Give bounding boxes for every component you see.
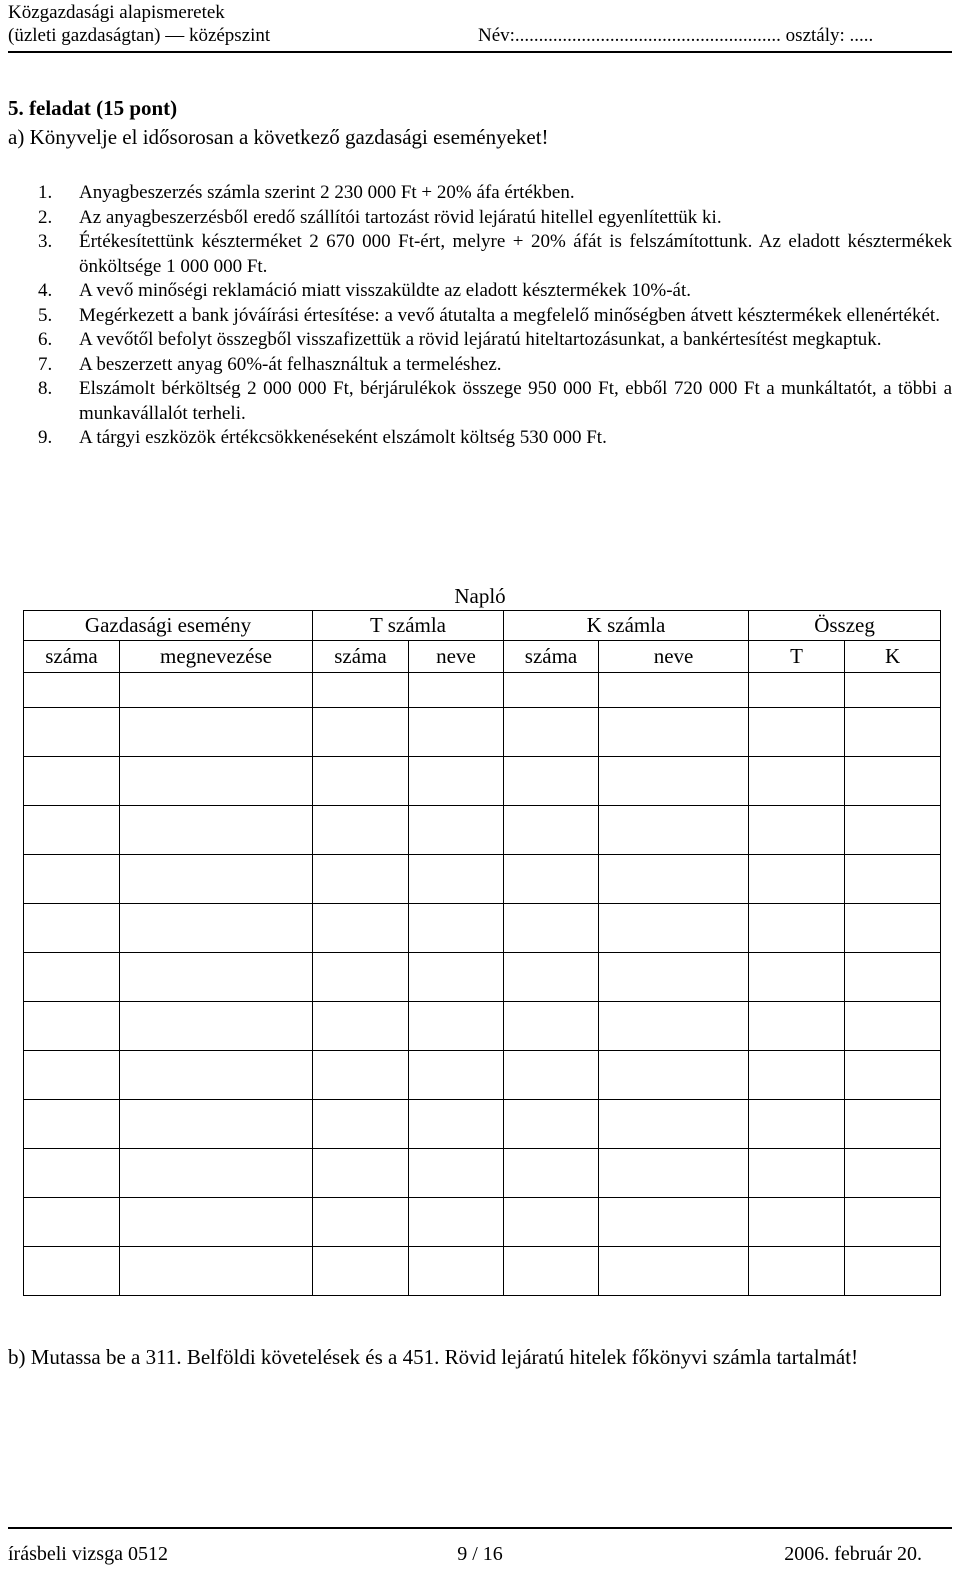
journal-cell[interactable] xyxy=(24,904,120,953)
event-number: 1. xyxy=(38,182,53,203)
header-debit-account: T számla xyxy=(313,611,504,641)
event-number: 7. xyxy=(38,353,53,375)
journal-cell[interactable] xyxy=(845,673,941,708)
journal-cell[interactable] xyxy=(845,1100,941,1149)
journal-cell[interactable] xyxy=(599,806,749,855)
journal-cell[interactable] xyxy=(120,1149,313,1198)
journal-entry-row xyxy=(24,806,941,855)
journal-cell[interactable] xyxy=(845,1198,941,1247)
journal-cell[interactable] xyxy=(504,904,599,953)
task-b-instruction: b) Mutassa be a 311. Belföldi követelések és a 451. Rövid lejáratú hitelek főkönyvi számla tartalmát! xyxy=(8,1345,859,1369)
journal-spacer-row xyxy=(24,673,941,708)
journal-cell[interactable] xyxy=(845,1051,941,1100)
journal-cell[interactable] xyxy=(504,1100,599,1149)
journal-cell[interactable] xyxy=(313,1051,409,1100)
journal-cell[interactable] xyxy=(599,1002,749,1051)
event-text: A vevő minőségi reklamáció miatt visszaküldte az eladott késztermékek 10%-át. xyxy=(79,280,692,301)
journal-cell[interactable] xyxy=(749,708,845,757)
subheader-debit-name: neve xyxy=(409,641,504,673)
journal-title: Napló xyxy=(454,584,506,608)
journal-cell[interactable] xyxy=(409,1051,504,1100)
journal-cell[interactable] xyxy=(504,1051,599,1100)
event-number: 8. xyxy=(38,378,53,399)
journal-cell[interactable] xyxy=(599,673,749,708)
event-number: 2. xyxy=(38,206,53,228)
journal-entry-row xyxy=(24,1198,941,1247)
journal-cell[interactable] xyxy=(409,953,504,1002)
event-text: Értékesítettünk készterméket 2 670 000 Ft-ért, melyre + 20% áfát is felszámítottunk. Az eladott késztermékek önköltsége 1 000 000 Ft. xyxy=(79,231,952,277)
event-item xyxy=(0,230,952,279)
journal-cell[interactable] xyxy=(845,806,941,855)
event-item xyxy=(0,353,952,378)
journal-cell[interactable] xyxy=(749,1051,845,1100)
subheader-event-number: száma xyxy=(24,641,120,673)
event-number: 5. xyxy=(38,304,53,326)
event-number: 3. xyxy=(38,231,53,252)
journal-cell[interactable] xyxy=(24,1002,120,1051)
journal-cell[interactable] xyxy=(845,1247,941,1296)
journal-cell[interactable] xyxy=(24,855,120,904)
event-list xyxy=(0,181,952,451)
event-text: Megérkezett a bank jóváírási értesítése: a vevő átutalta a megfelelő minőségben átvett késztermékek ellenértékét. xyxy=(79,304,940,326)
journal-cell[interactable] xyxy=(313,1247,409,1296)
journal-cell[interactable] xyxy=(504,855,599,904)
journal-cell[interactable] xyxy=(504,673,599,708)
journal-cell[interactable] xyxy=(24,953,120,1002)
journal-entry-row xyxy=(24,1051,941,1100)
journal-cell[interactable] xyxy=(120,1198,313,1247)
header-economic-event: Gazdasági esemény xyxy=(24,611,313,641)
event-number: 4. xyxy=(38,280,53,301)
journal-cell[interactable] xyxy=(599,855,749,904)
event-number: 9. xyxy=(38,427,53,448)
journal-cell[interactable] xyxy=(409,757,504,806)
journal-cell[interactable] xyxy=(24,1149,120,1198)
journal-entry-row xyxy=(24,855,941,904)
journal-cell[interactable] xyxy=(24,1198,120,1247)
journal-cell[interactable] xyxy=(504,953,599,1002)
journal-cell[interactable] xyxy=(845,757,941,806)
journal-cell[interactable] xyxy=(409,708,504,757)
footer-date: 2006. február 20. xyxy=(784,1543,922,1565)
journal-cell[interactable] xyxy=(409,1100,504,1149)
journal-cell[interactable] xyxy=(120,953,313,1002)
journal-cell[interactable] xyxy=(409,806,504,855)
journal-cell[interactable] xyxy=(504,1198,599,1247)
journal-cell[interactable] xyxy=(120,1247,313,1296)
journal-cell[interactable] xyxy=(749,855,845,904)
journal-entry-row xyxy=(24,904,941,953)
event-item xyxy=(0,426,952,451)
journal-cell[interactable] xyxy=(120,1051,313,1100)
journal-cell[interactable] xyxy=(120,1002,313,1051)
event-item xyxy=(0,279,952,304)
event-item xyxy=(0,206,952,231)
journal-entry-row xyxy=(24,757,941,806)
journal-cell[interactable] xyxy=(409,1198,504,1247)
event-text: A tárgyi eszközök értékcsökkenéseként elszámolt költség 530 000 Ft. xyxy=(79,427,607,448)
journal-cell[interactable] xyxy=(409,1002,504,1051)
journal-cell[interactable] xyxy=(504,1002,599,1051)
journal-cell[interactable] xyxy=(504,1149,599,1198)
header-level: (üzleti gazdaságtan) — középszint xyxy=(8,25,271,46)
journal-cell[interactable] xyxy=(313,1100,409,1149)
journal-cell[interactable] xyxy=(599,953,749,1002)
journal-cell[interactable] xyxy=(313,708,409,757)
journal-cell[interactable] xyxy=(599,1149,749,1198)
subheader-amount-credit: K xyxy=(845,641,941,673)
journal-cell[interactable] xyxy=(599,1051,749,1100)
journal-cell[interactable] xyxy=(313,1149,409,1198)
journal-cell[interactable] xyxy=(24,1100,120,1149)
subheader-amount-debit: T xyxy=(749,641,845,673)
journal-cell[interactable] xyxy=(749,673,845,708)
journal-cell[interactable] xyxy=(409,855,504,904)
journal-cell[interactable] xyxy=(749,1149,845,1198)
journal-entry-row xyxy=(24,1002,941,1051)
journal-cell[interactable] xyxy=(409,673,504,708)
journal-cell[interactable] xyxy=(845,953,941,1002)
journal-cell[interactable] xyxy=(24,1051,120,1100)
journal-cell[interactable] xyxy=(749,1247,845,1296)
event-text: Anyagbeszerzés számla szerint 2 230 000 Ft + 20% áfa értékben. xyxy=(79,182,575,203)
journal-table xyxy=(23,610,941,1296)
event-item xyxy=(0,377,952,426)
journal-entry-row xyxy=(24,1247,941,1296)
journal-cell[interactable] xyxy=(120,904,313,953)
journal-cell[interactable] xyxy=(599,904,749,953)
journal-cell[interactable] xyxy=(599,708,749,757)
journal-cell[interactable] xyxy=(24,1247,120,1296)
journal-cell[interactable] xyxy=(749,904,845,953)
journal-cell[interactable] xyxy=(749,1198,845,1247)
journal-cell[interactable] xyxy=(120,855,313,904)
journal-cell[interactable] xyxy=(120,806,313,855)
journal-cell[interactable] xyxy=(120,1100,313,1149)
journal-cell[interactable] xyxy=(24,673,120,708)
task-a-instruction: a) Könyvelje el idősorosan a következő gazdasági eseményeket! xyxy=(8,125,549,149)
footer-divider xyxy=(8,1527,952,1529)
journal-cell[interactable] xyxy=(504,1247,599,1296)
subheader-event-name: megnevezése xyxy=(120,641,313,673)
journal-cell[interactable] xyxy=(599,1198,749,1247)
event-text: Elszámolt bérköltség 2 000 000 Ft, bérjárulékok összege 950 000 Ft, ebből 720 000 Ft a munkáltatót, a többi a munkavállalót terheli. xyxy=(79,378,952,424)
journal-entry-row xyxy=(24,1100,941,1149)
journal-cell[interactable] xyxy=(313,673,409,708)
event-text: Az anyagbeszerzésből eredő szállítói tartozást rövid lejáratú hitellel egyenlítettük ki. xyxy=(79,206,722,228)
header-divider xyxy=(8,51,952,53)
journal-cell[interactable] xyxy=(504,708,599,757)
journal-cell[interactable] xyxy=(24,757,120,806)
subheader-credit-name: neve xyxy=(599,641,749,673)
journal-cell[interactable] xyxy=(313,855,409,904)
journal-cell[interactable] xyxy=(313,904,409,953)
journal-cell[interactable] xyxy=(313,1002,409,1051)
journal-cell[interactable] xyxy=(749,1100,845,1149)
header-subject: Közgazdasági alapismeretek xyxy=(8,2,225,23)
journal-cell[interactable] xyxy=(120,708,313,757)
journal-cell[interactable] xyxy=(845,1002,941,1051)
journal-cell[interactable] xyxy=(409,904,504,953)
header-amount: Összeg xyxy=(749,611,941,641)
journal-entry-row xyxy=(24,953,941,1002)
journal-cell[interactable] xyxy=(599,1100,749,1149)
event-text: A beszerzett anyag 60%-át felhasználtuk a termeléshez. xyxy=(79,353,502,375)
journal-cell[interactable] xyxy=(120,673,313,708)
journal-entry-row xyxy=(24,1149,941,1198)
journal-cell[interactable] xyxy=(599,757,749,806)
journal-cell[interactable] xyxy=(504,757,599,806)
journal-cell[interactable] xyxy=(24,806,120,855)
task-title: 5. feladat (15 pont) xyxy=(8,96,178,120)
journal-cell[interactable] xyxy=(845,1149,941,1198)
journal-cell[interactable] xyxy=(749,806,845,855)
journal-cell[interactable] xyxy=(409,1247,504,1296)
journal-cell[interactable] xyxy=(504,806,599,855)
journal-cell[interactable] xyxy=(749,953,845,1002)
journal-cell[interactable] xyxy=(599,1247,749,1296)
footer-page-number: 9 / 16 xyxy=(457,1543,503,1565)
journal-cell[interactable] xyxy=(749,757,845,806)
footer-exam-code: írásbeli vizsga 0512 xyxy=(8,1543,168,1565)
journal-cell[interactable] xyxy=(409,1149,504,1198)
journal-cell[interactable] xyxy=(313,953,409,1002)
event-item xyxy=(0,304,952,329)
journal-cell[interactable] xyxy=(313,757,409,806)
journal-entry-row xyxy=(24,708,941,757)
header-name-class-field: Név:........................................................ osztály: ..... xyxy=(478,25,874,46)
journal-cell[interactable] xyxy=(313,1198,409,1247)
journal-cell[interactable] xyxy=(845,904,941,953)
event-text: A vevőtől befolyt összegből visszafizettük a rövid lejáratú hiteltartozásunkat, a bankértesítést megkaptuk. xyxy=(79,329,882,350)
subheader-credit-number: száma xyxy=(504,641,599,673)
event-item xyxy=(0,181,952,206)
subheader-debit-number: száma xyxy=(313,641,409,673)
journal-cell[interactable] xyxy=(313,806,409,855)
event-number: 6. xyxy=(38,329,53,350)
journal-cell[interactable] xyxy=(845,708,941,757)
event-item xyxy=(0,328,952,353)
journal-cell[interactable] xyxy=(845,855,941,904)
header-credit-account: K számla xyxy=(504,611,749,641)
journal-group-header-row xyxy=(24,611,941,641)
journal-cell[interactable] xyxy=(749,1002,845,1051)
journal-cell[interactable] xyxy=(24,708,120,757)
journal-sub-header-row xyxy=(24,641,941,673)
journal-cell[interactable] xyxy=(120,757,313,806)
